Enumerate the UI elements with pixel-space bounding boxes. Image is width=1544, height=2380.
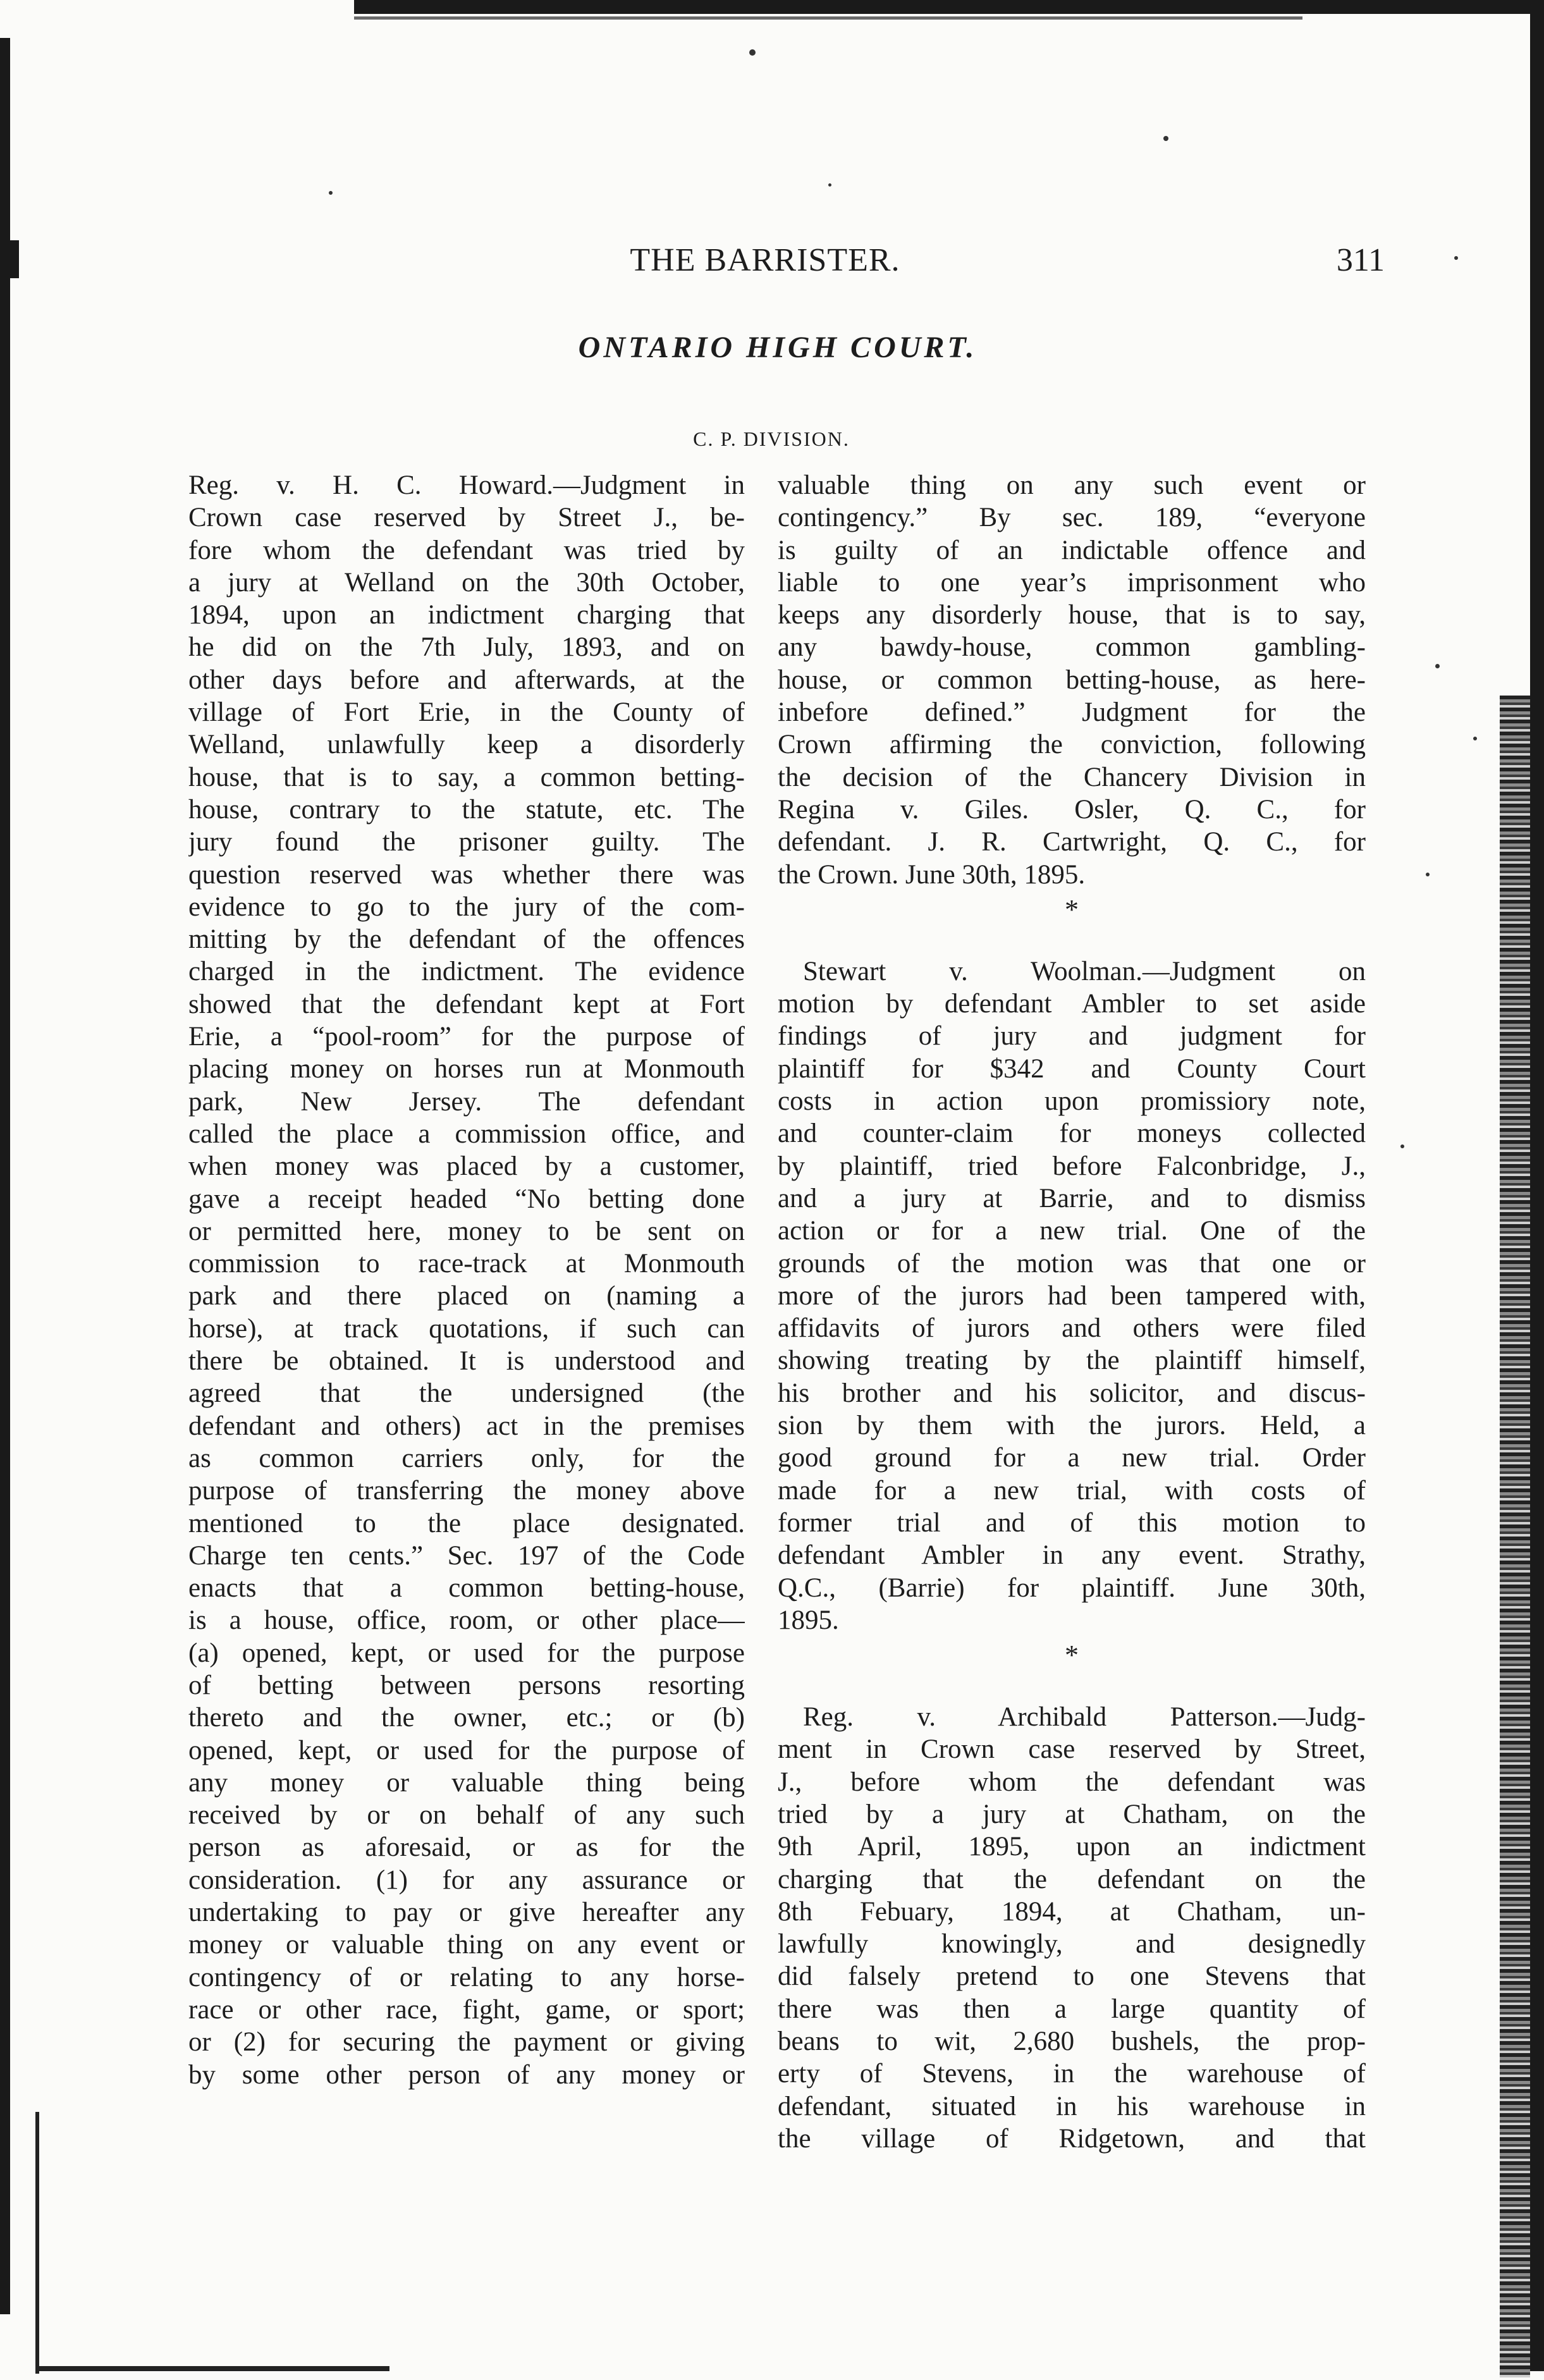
text-line: good ground for a new trial. Order <box>778 1443 1366 1473</box>
scan-edge-left-notch <box>10 240 19 278</box>
text-line: erty of Stevens, in the warehouse of <box>778 2059 1366 2089</box>
text-line: is a house, office, room, or other place— <box>188 1605 745 1636</box>
text-line: charged in the indictment. The evidence <box>188 957 745 987</box>
scan-speck <box>1426 873 1430 876</box>
scan-speck <box>1473 737 1477 740</box>
scan-edge-right-noise <box>1500 696 1530 2377</box>
text-line: Stewart v. Woolman.—Judgment on <box>803 956 1366 986</box>
text-line: Regina v. Giles. Osler, Q. C., for <box>778 794 1366 825</box>
text-line: is guilty of an indictable offence and <box>778 535 1366 565</box>
text-line: defendant Ambler in any event. Strathy, <box>778 1540 1366 1571</box>
scan-speck <box>1400 1144 1404 1148</box>
text-line: thereto and the owner, etc.; or (b) <box>188 1703 745 1733</box>
text-line: question reserved was whether there was <box>188 859 745 890</box>
text-line: and a jury at Barrie, and to dismiss <box>778 1183 1366 1213</box>
text-line: sion by them with the jurors. Held, a <box>778 1411 1366 1441</box>
section-title: ONTARIO HIGH COURT. <box>578 331 977 364</box>
text-line: there be obtained. It is understood and <box>188 1346 745 1377</box>
case-separator: * <box>1065 893 1079 925</box>
text-line: person as aforesaid, or as for the <box>188 1832 745 1863</box>
text-line: affidavits of jurors and others were filed <box>778 1313 1366 1344</box>
text-line: mentioned to the place designated. <box>188 1508 745 1538</box>
text-line: other days before and afterwards, at the <box>188 665 745 695</box>
text-line: the village of Ridgetown, and that <box>778 2123 1366 2154</box>
text-line: village of Fort Erie, in the County of <box>188 697 745 728</box>
scan-speck <box>828 183 831 187</box>
text-line: 1895. <box>778 1605 839 1635</box>
scan-edge-top-line <box>354 16 1302 20</box>
text-line: park and there placed on (naming a <box>188 1281 745 1311</box>
text-line: defendant, situated in his warehouse in <box>778 2091 1366 2121</box>
text-line: undertaking to pay or give hereafter any <box>188 1898 745 1928</box>
text-line: any bawdy-house, common gambling- <box>778 632 1366 663</box>
text-line: by plaintiff, tried before Falconbridge, J., <box>778 1151 1366 1181</box>
text-line: house, contrary to the statute, etc. The <box>188 794 745 825</box>
scan-speck <box>1454 256 1458 260</box>
text-line: former trial and of this motion to <box>778 1507 1366 1538</box>
case-separator: * <box>1065 1640 1079 1671</box>
text-line: purpose of transferring the money above <box>188 1476 745 1506</box>
text-line: race or other race, fight, game, or sport; <box>188 1994 745 2025</box>
text-line: charging that the defendant on the <box>778 1864 1366 1894</box>
scan-edge-top <box>354 0 1544 14</box>
text-line: jury found the prisoner guilty. The <box>188 827 745 857</box>
text-line: Q.C., (Barrie) for plaintiff. June 30th, <box>778 1573 1366 1603</box>
page-number: 311 <box>1336 242 1385 278</box>
text-line: defendant and others) act in the premises <box>188 1411 745 1441</box>
text-line: Erie, a “pool-room” for the purpose of <box>188 1022 745 1052</box>
text-line: the Crown. June 30th, 1895. <box>778 859 1086 890</box>
text-line: there was then a large quantity of <box>778 1994 1366 2024</box>
text-line: opened, kept, or used for the purpose of <box>188 1735 745 1765</box>
division-heading: C. P. DIVISION. <box>693 427 850 450</box>
text-line: enacts that a common betting-house, <box>188 1573 745 1604</box>
text-line: did falsely pretend to one Stevens that <box>778 1961 1366 1992</box>
text-line: evidence to go to the jury of the com- <box>188 892 745 922</box>
text-line: the decision of the Chancery Division in <box>778 762 1366 792</box>
scan-speck <box>329 191 333 195</box>
text-line: placing money on horses run at Monmouth <box>188 1054 745 1084</box>
text-line: motion by defendant Ambler to set aside <box>778 989 1366 1019</box>
text-line: park, New Jersey. The defendant <box>188 1086 745 1117</box>
scan-edge-left <box>0 38 10 2314</box>
text-line: by some other person of any money or <box>188 2059 745 2090</box>
text-line: Reg. v. Archibald Patterson.—Judg- <box>803 1702 1366 1733</box>
text-line: a jury at Welland on the 30th October, <box>188 567 745 598</box>
text-line: action or for a new trial. One of the <box>778 1216 1366 1246</box>
text-line: liable to one year’s imprisonment who <box>778 567 1366 598</box>
text-line: findings of jury and judgment for <box>778 1021 1366 1052</box>
text-line: showing treating by the plaintiff himself, <box>778 1346 1366 1376</box>
text-line: (a) opened, kept, or used for the purpose <box>188 1638 745 1668</box>
text-line: mitting by the defendant of the offences <box>188 924 745 955</box>
text-line: made for a new trial, with costs of <box>778 1475 1366 1506</box>
text-line: he did on the 7th July, 1893, and on <box>188 632 745 663</box>
text-line: received by or on behalf of any such <box>188 1800 745 1831</box>
text-line: his brother and his solicitor, and discus- <box>778 1378 1366 1408</box>
text-line: gave a receipt headed “No betting done <box>188 1184 745 1214</box>
text-line: 1894, upon an indictment charging that <box>188 600 745 630</box>
text-line: 9th April, 1895, upon an indictment <box>778 1832 1366 1862</box>
text-line: Crown affirming the conviction, following <box>778 730 1366 760</box>
text-line: called the place a commission office, and <box>188 1119 745 1149</box>
text-line: commission to race-track at Monmouth <box>188 1249 745 1279</box>
text-line: agreed that the undersigned (the <box>188 1378 745 1409</box>
scan-speck <box>1163 136 1168 141</box>
text-line: any money or valuable thing being <box>188 1767 745 1798</box>
text-line: consideration. (1) for any assurance or <box>188 1865 745 1895</box>
text-line: valuable thing on any such event or <box>778 470 1366 500</box>
text-line: tried by a jury at Chatham, on the <box>778 1799 1366 1829</box>
text-line: inbefore defined.” Judgment for the <box>778 697 1366 728</box>
scan-edge-bottom <box>35 2366 389 2371</box>
scan-edge-right <box>1530 13 1544 2371</box>
text-line: more of the jurors had been tampered with, <box>778 1280 1366 1311</box>
text-line: house, that is to say, a common betting- <box>188 762 745 792</box>
text-line: house, or common betting-house, as here- <box>778 665 1366 695</box>
text-line: Reg. v. H. C. Howard.—Judgment in <box>188 470 745 500</box>
text-line: plaintiff for $342 and County Court <box>778 1053 1366 1084</box>
text-line: of betting between persons resorting <box>188 1670 745 1700</box>
text-line: lawfully knowingly, and designedly <box>778 1929 1366 1960</box>
right-column <box>778 469 1366 2155</box>
text-line: beans to wit, 2,680 bushels, the prop- <box>778 2027 1366 2057</box>
text-line: J., before whom the defendant was <box>778 1767 1366 1797</box>
running-title: THE BARRISTER. <box>630 242 900 278</box>
text-line: Charge ten cents.” Sec. 197 of the Code <box>188 1540 745 1571</box>
text-line: or permitted here, money to be sent on <box>188 1216 745 1246</box>
text-line: showed that the defendant kept at Fort <box>188 989 745 1019</box>
text-line: and counter-claim for moneys collected <box>778 1119 1366 1149</box>
text-line: Crown case reserved by Street J., be- <box>188 503 745 533</box>
text-line: ment in Crown case reserved by Street, <box>778 1734 1366 1765</box>
scan-speck <box>749 49 756 56</box>
text-line: horse), at track quotations, if such can <box>188 1313 745 1344</box>
text-line: costs in action upon promissiory note, <box>778 1086 1366 1117</box>
running-head <box>190 242 1385 292</box>
text-line: 8th Febuary, 1894, at Chatham, un- <box>778 1896 1366 1927</box>
text-line: contingency.” By sec. 189, “everyone <box>778 503 1366 533</box>
left-column <box>188 469 745 2091</box>
text-line: money or valuable thing on any event or <box>188 1930 745 1960</box>
text-line: keeps any disorderly house, that is to say, <box>778 600 1366 630</box>
text-line: Welland, unlawfully keep a disorderly <box>188 730 745 760</box>
text-line: or (2) for securing the payment or giving <box>188 2027 745 2058</box>
text-line: contingency of or relating to any horse- <box>188 1962 745 1992</box>
text-line: as common carriers only, for the <box>188 1443 745 1473</box>
text-line: defendant. J. R. Cartwright, Q. C., for <box>778 827 1366 857</box>
text-line: grounds of the motion was that one or <box>778 1248 1366 1279</box>
text-line: fore whom the defendant was tried by <box>188 535 745 565</box>
scan-speck <box>1435 664 1440 668</box>
scan-edge-bottom-corner <box>35 2112 39 2374</box>
text-line: when money was placed by a customer, <box>188 1151 745 1182</box>
